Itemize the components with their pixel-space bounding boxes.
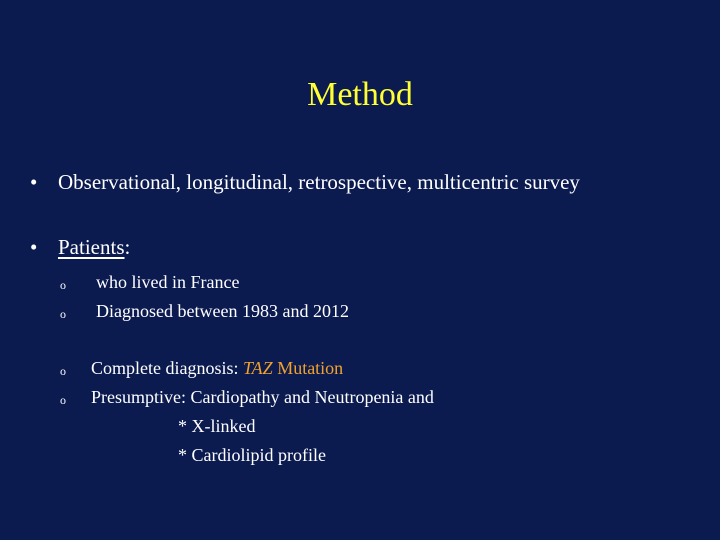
criteria-x-linked: * X-linked	[178, 416, 256, 436]
taz-gene: TAZ	[243, 358, 273, 378]
sub-bullet-icon: o	[60, 364, 66, 378]
sub-item-presumptive: Presumptive: Cardiopathy and Neutropenia and	[91, 387, 434, 407]
sub-bullet-icon: o	[60, 307, 66, 321]
bullet-observational	[30, 169, 580, 195]
bullet-patients	[30, 234, 130, 260]
bullet-text: Observational, longitudinal, retrospective, multicentric survey	[58, 170, 580, 194]
criteria-cardiolipid: * Cardiolipid profile	[178, 445, 326, 465]
sub-item-diagnosed: Diagnosed between 1983 and 2012	[96, 301, 349, 321]
bullet-icon: •	[30, 170, 38, 194]
bullet-icon: •	[30, 235, 38, 259]
sub-item-complete-diagnosis	[91, 357, 343, 379]
sub-bullet-icon: o	[60, 393, 66, 407]
slide-title: Method	[307, 76, 413, 113]
sub-item-france: who lived in France	[96, 272, 240, 292]
sub-bullet-icon: o	[60, 278, 66, 292]
patients-colon: :	[124, 235, 131, 259]
complete-diagnosis-label: Complete diagnosis:	[91, 358, 243, 378]
patients-label: Patients	[58, 235, 125, 259]
mutation-label: Mutation	[277, 358, 344, 378]
